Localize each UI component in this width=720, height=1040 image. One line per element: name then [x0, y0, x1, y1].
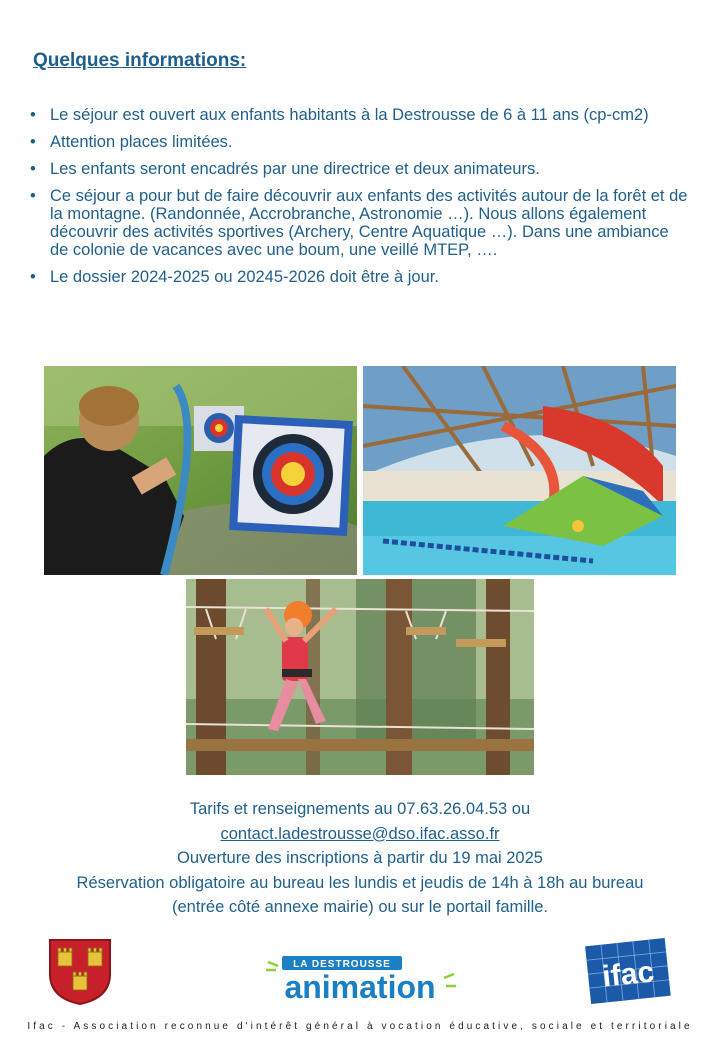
- ifac-logo-text: ifac: [600, 955, 656, 994]
- info-item-activities: • Ce séjour a pour but de faire découvrir aux enfants des activités autour de la forêt et de la montagne. (Randonnée, Accrobranche, Astronomie …). Nous allons également découvrir des activités sportives (Archery, Centre Aquatique …). Dans une ambiance de colonie de vacances avec une boum, une veillé MTEP, ….: [30, 187, 690, 259]
- footer-note: Ifac - Association reconnue d'intérêt général à vocation éducative, sociale et territoriale: [27, 1021, 693, 1032]
- animation-logo-top-text: LA DESTROUSSE: [293, 959, 391, 970]
- animation-logo-main-text: animation: [284, 969, 436, 1005]
- info-item-age: • Le séjour est ouvert aux enfants habitants à la Destrousse de 6 à 11 ans (cp-cm2): [30, 106, 690, 124]
- reservation-hours: Réservation obligatoire au bureau les lundis et jeudis de 14h à 18h au bureau: [76, 873, 644, 892]
- ifac-logo: [582, 936, 674, 1008]
- info-item-places: • Attention places limitées.: [30, 133, 690, 151]
- la-destrousse-animation-logo: [260, 952, 460, 1008]
- archery-photo: [44, 366, 357, 575]
- accrobranche-photo: [186, 579, 534, 775]
- info-list: [30, 106, 690, 295]
- contact-phone-line: Tarifs et renseignements au 07.63.26.04.53 ou: [189, 800, 531, 818]
- town-crest-logo: [46, 936, 114, 1006]
- info-item-dossier: • Le dossier 2024-2025 ou 20245-2026 doit être à jour.: [30, 268, 690, 286]
- registration-opening: Ouverture des inscriptions à partir du 19 mai 2025: [177, 849, 543, 867]
- section-heading: Quelques informations:: [33, 50, 247, 71]
- info-item-staff: • Les enfants seront encadrés par une directrice et deux animateurs.: [30, 160, 690, 178]
- aquatic-center-photo: [363, 366, 676, 575]
- reservation-location: (entrée côté annexe mairie) ou sur le portail famille.: [171, 898, 548, 916]
- contact-block: [0, 797, 720, 920]
- contact-email-link[interactable]: contact.ladestrousse@dso.ifac.asso.fr: [220, 824, 500, 843]
